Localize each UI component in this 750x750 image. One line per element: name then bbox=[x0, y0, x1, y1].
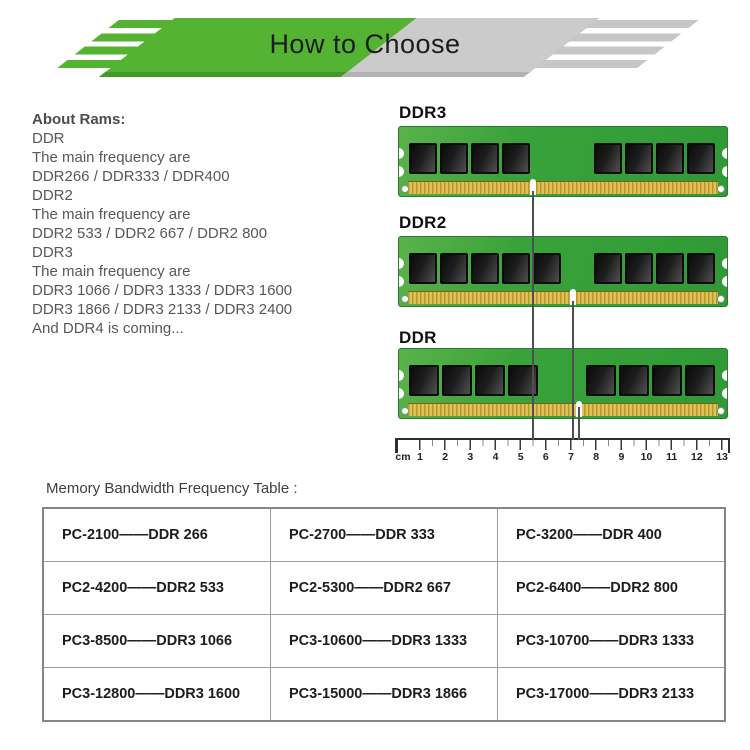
clip-notch bbox=[722, 166, 728, 177]
about-ddr2 bbox=[32, 186, 362, 243]
memory-chip bbox=[502, 143, 530, 174]
ruler-label: 12 bbox=[691, 451, 703, 463]
ruler-label: 7 bbox=[568, 451, 574, 463]
clip-notch bbox=[398, 166, 404, 177]
ddr-chip-group-right bbox=[586, 365, 715, 396]
memory-chip bbox=[656, 253, 684, 284]
ddr3-chip-group-right bbox=[594, 143, 715, 174]
table-cell: PC-2100——DDR 266 bbox=[43, 508, 271, 562]
table-heading: Memory Bandwidth Frequency Table : bbox=[46, 480, 298, 497]
clip-notch bbox=[722, 388, 728, 399]
table-cell: PC-2700——DDR 333 bbox=[271, 508, 498, 562]
table-row bbox=[43, 615, 725, 668]
table-row bbox=[43, 562, 725, 615]
gold-pin-strip bbox=[408, 291, 718, 304]
memory-chip bbox=[652, 365, 682, 396]
about-heading: About Rams: bbox=[32, 111, 126, 128]
memory-chip bbox=[502, 253, 530, 284]
ruler-label: 10 bbox=[640, 451, 653, 463]
memory-chip bbox=[475, 365, 505, 396]
ruler-label: 3 bbox=[467, 451, 474, 463]
ddr3-line3: DDR3 1866 / DDR3 2133 / DDR3 2400 bbox=[32, 301, 293, 318]
ddr-chip-group-left bbox=[409, 365, 538, 396]
memory-chip bbox=[619, 365, 649, 396]
table-row bbox=[43, 508, 725, 562]
memory-chip bbox=[625, 253, 653, 284]
ddr2-chip-group-left bbox=[409, 253, 561, 284]
ddr-line2: DDR266 / DDR333 / DDR400 bbox=[32, 168, 230, 185]
clip-notch bbox=[398, 388, 404, 399]
memory-chip bbox=[594, 253, 622, 284]
clip-notch bbox=[398, 148, 404, 159]
memory-chip bbox=[409, 365, 439, 396]
table-cell: PC2-5300——DDR2 667 bbox=[271, 562, 498, 615]
ddr-name: DDR bbox=[32, 130, 65, 147]
memory-bandwidth-table bbox=[42, 507, 726, 722]
memory-chip bbox=[687, 253, 715, 284]
ruler-label: 1 bbox=[417, 451, 423, 463]
gold-pin-strip bbox=[408, 181, 718, 194]
ruler-label: 13 bbox=[716, 451, 728, 463]
ruler-labels bbox=[395, 451, 735, 465]
table-row bbox=[43, 668, 725, 722]
about-ddr bbox=[32, 129, 362, 186]
memory-chip bbox=[625, 143, 653, 174]
gold-pin-strip bbox=[408, 403, 718, 416]
table-cell: PC3-17000——DDR3 2133 bbox=[498, 668, 726, 722]
memory-chip bbox=[409, 143, 437, 174]
corner-hole bbox=[717, 295, 725, 303]
ddr3-line2: DDR3 1066 / DDR3 1333 / DDR3 1600 bbox=[32, 282, 293, 299]
clip-notch bbox=[722, 148, 728, 159]
memory-chip bbox=[533, 253, 561, 284]
ddr3-line1: The main frequency are bbox=[32, 263, 191, 280]
corner-hole bbox=[401, 407, 409, 415]
ruler-label: 5 bbox=[517, 451, 524, 463]
ddr2-line1: The main frequency are bbox=[32, 206, 191, 223]
ram-module-ddr3-image bbox=[398, 126, 728, 197]
corner-hole bbox=[401, 185, 409, 193]
corner-hole bbox=[717, 185, 725, 193]
about-rams-section bbox=[32, 110, 362, 338]
module-label-ddr3: DDR3 bbox=[399, 103, 447, 122]
ram-module-ddr2-image bbox=[398, 236, 728, 307]
ddr3-notch-callout-line bbox=[532, 191, 534, 440]
ruler-label: 9 bbox=[618, 451, 625, 463]
ruler-label: 2 bbox=[442, 451, 449, 463]
memory-chip bbox=[442, 365, 472, 396]
ddr-line1: The main frequency are bbox=[32, 149, 191, 166]
table-cell: PC3-8500——DDR3 1066 bbox=[43, 615, 271, 668]
memory-chip bbox=[471, 143, 499, 174]
table-cell: PC3-10600——DDR3 1333 bbox=[271, 615, 498, 668]
module-label-ddr: DDR bbox=[399, 328, 437, 347]
table-cell: PC3-12800——DDR3 1600 bbox=[43, 668, 271, 722]
module-label-ddr2: DDR2 bbox=[399, 213, 447, 232]
ruler-half-ticks bbox=[432, 440, 724, 446]
clip-notch bbox=[722, 370, 728, 381]
table-cell: PC2-6400——DDR2 800 bbox=[498, 562, 726, 615]
ruler-label: cm bbox=[395, 451, 411, 463]
clip-notch bbox=[398, 258, 404, 269]
ruler-label: 6 bbox=[542, 451, 549, 463]
ddr3-name: DDR3 bbox=[32, 244, 73, 261]
memory-chip bbox=[508, 365, 538, 396]
memory-chip bbox=[440, 253, 468, 284]
memory-chip bbox=[440, 143, 468, 174]
ram-module-ddr-image bbox=[398, 348, 728, 419]
ddr3-chip-group-left bbox=[409, 143, 530, 174]
clip-notch bbox=[398, 370, 404, 381]
about-footer: And DDR4 is coming... bbox=[32, 320, 184, 337]
memory-chip bbox=[586, 365, 616, 396]
memory-chip bbox=[685, 365, 715, 396]
about-ddr3 bbox=[32, 243, 362, 319]
memory-chip bbox=[471, 253, 499, 284]
memory-chip bbox=[656, 143, 684, 174]
ddr2-notch-callout-line bbox=[572, 301, 574, 440]
clip-notch bbox=[722, 276, 728, 287]
memory-chip bbox=[409, 253, 437, 284]
table-cell: PC-3200——DDR 400 bbox=[498, 508, 726, 562]
ruler-label: 4 bbox=[492, 451, 499, 463]
ruler-label: 11 bbox=[666, 451, 678, 463]
table-cell: PC3-15000——DDR3 1866 bbox=[271, 668, 498, 722]
ddr2-chip-group-right bbox=[594, 253, 715, 284]
ddr-notch-callout-line bbox=[578, 407, 580, 440]
ddr2-name: DDR2 bbox=[32, 187, 73, 204]
clip-notch bbox=[398, 276, 404, 287]
table-cell: PC2-4200——DDR2 533 bbox=[43, 562, 271, 615]
ddr2-line2: DDR2 533 / DDR2 667 / DDR2 800 bbox=[32, 225, 268, 242]
page-title: How to Choose bbox=[269, 29, 461, 59]
clip-notch bbox=[722, 258, 728, 269]
banner-shadow-green bbox=[99, 72, 347, 77]
ruler-label: 8 bbox=[593, 451, 600, 463]
memory-chip bbox=[594, 143, 622, 174]
corner-hole bbox=[401, 295, 409, 303]
table-cell: PC3-10700——DDR3 1333 bbox=[498, 615, 726, 668]
memory-chip bbox=[687, 143, 715, 174]
banner-shadow-gray bbox=[341, 72, 530, 77]
corner-hole bbox=[717, 407, 725, 415]
